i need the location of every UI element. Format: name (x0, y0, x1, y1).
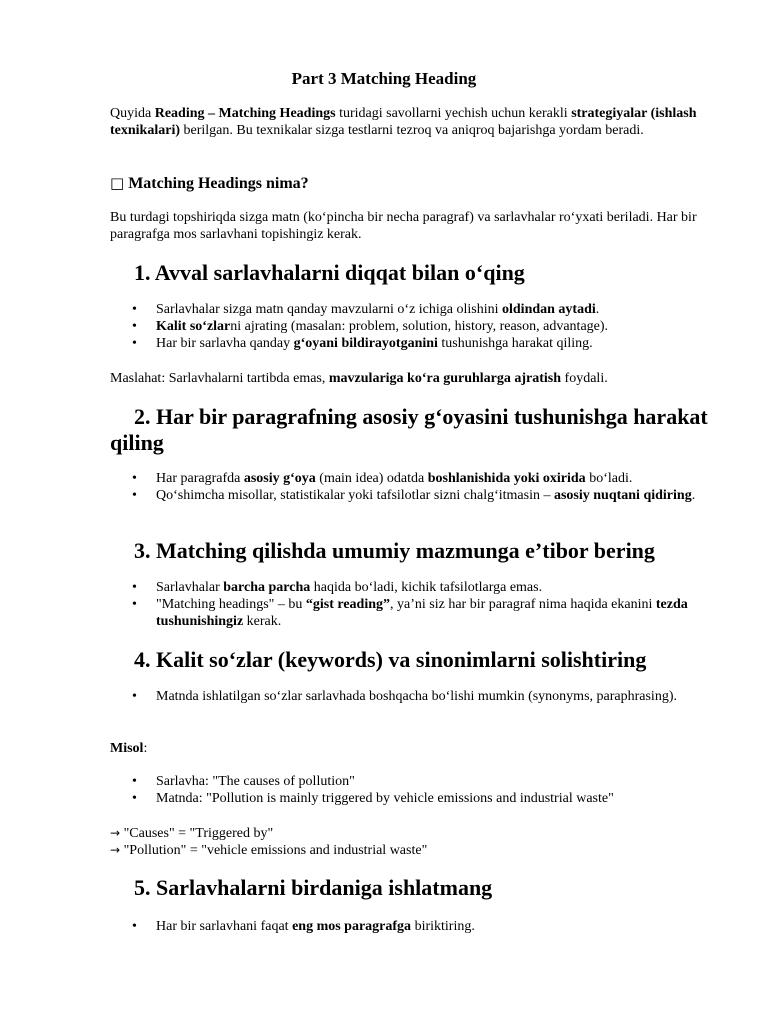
list-item: • Har paragrafda asosiy g‘oya (main idea) odatda boshlanishida yoki oxirida bo‘ladi. (110, 470, 710, 487)
intro-bold-1: Reading – Matching Headings (154, 106, 336, 121)
list-item: • Sarlavhalar sizga matn qanday mavzularni o‘z ichiga olishini oldindan aytadi. (110, 301, 710, 318)
example-label: Misol (110, 741, 144, 756)
section-3-list (110, 579, 710, 630)
section-2-heading (110, 404, 710, 456)
section-5-list (110, 918, 710, 935)
example-label-line: Misol: (110, 741, 148, 756)
section-3-heading (110, 538, 710, 564)
list-item: • Matnda ishlatilgan so‘zlar sarlavhada boshqacha bo‘lishi mumkin (synonyms, paraphrasing). (110, 688, 710, 705)
list-item: • Qo‘shimcha misollar, statistikalar yoki tafsilotlar sizni chalg‘itmasin – asosiy nuqtani qidiring. (110, 487, 710, 504)
list-item: • Har bir sarlavha qanday g‘oyani bildirayotganini tushunishga harakat qiling. (110, 335, 710, 352)
section-3-heading-text: 3. Matching qilishda umumiy mazmunga e’tibor bering (134, 538, 655, 563)
intro-text-2: turidagi savollarni yechish uchun kerakli (335, 106, 572, 121)
mapping-line: → "Pollution" = "vehicle emissions and industrial waste" (110, 843, 428, 858)
section-4-list (110, 688, 710, 705)
intro-text-1: Quyida (110, 106, 155, 121)
section-1-list (110, 301, 710, 352)
list-item: • Sarlavha: "The causes of pollution" (110, 773, 710, 790)
intro-bold-2: strategiyalar (ishlash texnikalari) (110, 106, 697, 138)
section-2-heading-text: 2. Har bir paragrafning asosiy g‘oyasini tushunishga harakat qiling (110, 404, 708, 455)
list-item: • Kalit so‘zlarni ajrating (masalan: problem, solution, history, reason, advantage). (110, 318, 710, 335)
example-list (110, 773, 710, 807)
right-arrow-icon: → (110, 843, 121, 857)
tip-paragraph: Maslahat: Sarlavhalarni tartibda emas, mavzulariga ko‘ra guruhlarga ajratish foydali. (110, 371, 608, 386)
what-is-heading (110, 173, 710, 194)
tip-label: Maslahat (110, 371, 162, 386)
section-4-heading-text: 4. Kalit so‘zlar (keywords) va sinonimlarni solishtiring (134, 647, 647, 672)
mapping-line: → "Causes" = "Triggered by" (110, 826, 274, 841)
section-1-heading-text: 1. Avval sarlavhalarni diqqat bilan o‘qing (134, 260, 525, 285)
list-item: • "Matching headings" – bu “gist reading”, ya’ni siz har bir paragraf nima haqida ekanini tezda tushunishingiz kerak. (110, 596, 710, 630)
section-1-heading (110, 260, 710, 286)
list-item: • Matnda: "Pollution is mainly triggered by vehicle emissions and industrial waste" (110, 790, 710, 807)
section-2-list (110, 470, 710, 504)
section-4-heading (110, 647, 710, 673)
list-item: • Har bir sarlavhani faqat eng mos paragrafga biriktiring. (110, 918, 710, 935)
what-is-paragraph: Bu turdagi topshiriqda sizga matn (ko‘pincha bir necha paragraf) va sarlavhalar ro‘yxati beriladi. Har bir paragrafga mos sarlavhani topishingiz kerak. (110, 210, 697, 242)
list-item: • Sarlavhalar barcha parcha haqida bo‘ladi, kichik tafsilotlarga emas. (110, 579, 710, 596)
intro-text-3: berilgan. Bu texnikalar sizga testlarni tezroq va aniqroq bajarishga yordam beradi. (180, 123, 644, 138)
section-5-heading (110, 875, 710, 901)
section-5-heading-text: 5. Sarlavhalarni birdaniga ishlatmang (134, 875, 493, 900)
page-title: Part 3 Matching Heading (291, 69, 477, 88)
what-is-heading-text: Matching Headings nima? (124, 175, 309, 192)
intro-paragraph (110, 105, 710, 139)
right-arrow-icon: → (110, 826, 121, 840)
box-icon: □ (110, 174, 125, 192)
